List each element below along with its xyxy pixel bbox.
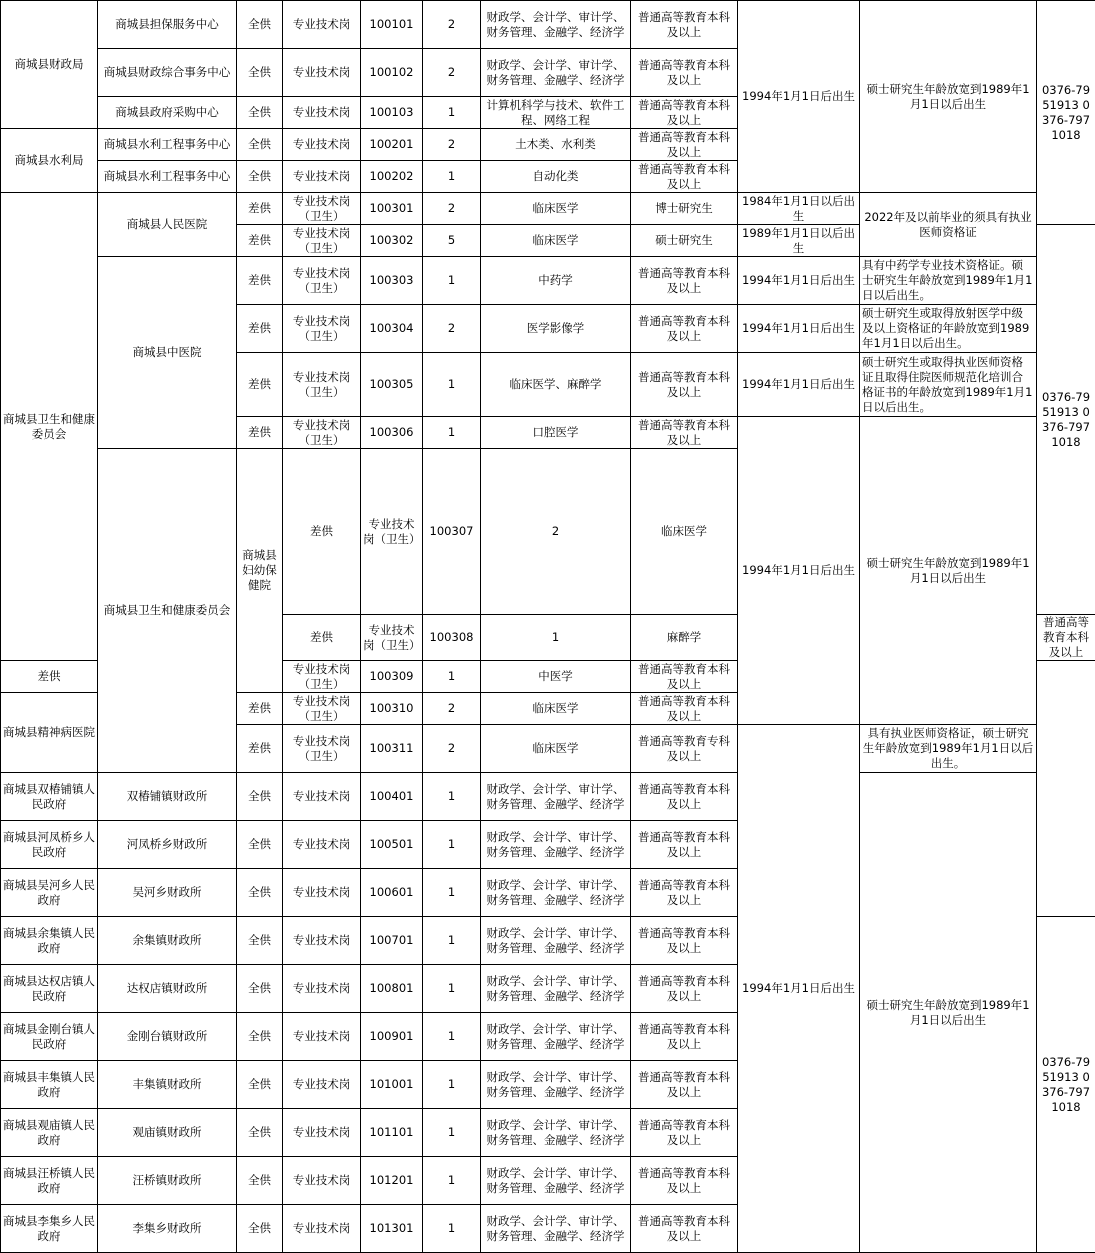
count-cell: 2 bbox=[423, 193, 481, 225]
post-code-cell: 100102 bbox=[361, 49, 423, 97]
funding-cell: 差供 bbox=[283, 615, 361, 661]
age-cell: 1994年1月1日后出生 bbox=[738, 353, 860, 417]
major-cell: 财政学、会计学、审计学、财务管理、金融学、经济学 bbox=[481, 1109, 631, 1157]
unit-cell: 商城县吴河乡人民政府 bbox=[1, 869, 98, 917]
unit-cell: 商城县卫生和健康委员会 bbox=[98, 449, 237, 773]
dept-cell: 商城县水利工程事务中心 bbox=[98, 161, 237, 193]
post-code-cell: 100701 bbox=[361, 917, 423, 965]
dept-cell: 达权店镇财政所 bbox=[98, 965, 237, 1013]
dept-cell: 余集镇财政所 bbox=[98, 917, 237, 965]
post-type-cell: 专业技术岗 bbox=[283, 965, 361, 1013]
major-cell: 财政学、会计学、审计学、财务管理、金融学、经济学 bbox=[481, 965, 631, 1013]
funding-cell: 差供 bbox=[237, 693, 283, 725]
education-cell: 普通高等教育本科及以上 bbox=[631, 965, 738, 1013]
count-cell: 1 bbox=[423, 1205, 481, 1253]
education-cell: 普通高等教育本科及以上 bbox=[631, 1109, 738, 1157]
post-type-cell: 专业技术岗 bbox=[283, 1013, 361, 1061]
dept-cell: 李集乡财政所 bbox=[98, 1205, 237, 1253]
major-cell: 中药学 bbox=[481, 257, 631, 305]
education-cell: 普通高等教育本科及以上 bbox=[631, 1061, 738, 1109]
post-code-cell: 100901 bbox=[361, 1013, 423, 1061]
age-cell: 1989年1月1日以后出生 bbox=[738, 225, 860, 257]
count-cell: 2 bbox=[423, 305, 481, 353]
funding-cell: 全供 bbox=[237, 1109, 283, 1157]
count-cell: 1 bbox=[423, 821, 481, 869]
major-cell: 财政学、会计学、审计学、财务管理、金融学、经济学 bbox=[481, 1013, 631, 1061]
education-cell: 普通高等教育本科及以上 bbox=[631, 161, 738, 193]
count-cell: 2 bbox=[423, 129, 481, 161]
count-cell: 2 bbox=[423, 1, 481, 49]
education-cell: 普通高等教育本科及以上 bbox=[631, 257, 738, 305]
unit-cell: 商城县财政局 bbox=[1, 1, 98, 129]
dept-cell: 商城县政府采购中心 bbox=[98, 97, 237, 129]
major-cell: 临床医学 bbox=[481, 193, 631, 225]
education-cell: 博士研究生 bbox=[631, 193, 738, 225]
education-cell: 普通高等教育本科及以上 bbox=[631, 1205, 738, 1253]
note-cell: 2022年及以前毕业的须具有执业医师资格证 bbox=[860, 193, 1037, 257]
post-type-cell: 专业技术岗（卫生） bbox=[283, 257, 361, 305]
post-type-cell: 专业技术岗（卫生） bbox=[283, 225, 361, 257]
phone-cell: 0376-7951913 0376-7971018 bbox=[1037, 917, 1095, 1253]
post-type-cell: 专业技术岗（卫生） bbox=[283, 305, 361, 353]
funding-cell: 差供 bbox=[237, 725, 283, 773]
count-cell: 1 bbox=[423, 1013, 481, 1061]
post-type-cell: 专业技术岗 bbox=[283, 773, 361, 821]
major-cell: 财政学、会计学、审计学、财务管理、金融学、经济学 bbox=[481, 1157, 631, 1205]
post-type-cell: 专业技术岗 bbox=[283, 917, 361, 965]
education-cell: 普通高等教育本科及以上 bbox=[631, 97, 738, 129]
post-type-cell: 专业技术岗（卫生） bbox=[361, 449, 423, 615]
major-cell: 临床医学 bbox=[481, 725, 631, 773]
post-code-cell: 100303 bbox=[361, 257, 423, 305]
count-cell: 1 bbox=[423, 417, 481, 449]
post-code-cell: 100310 bbox=[361, 693, 423, 725]
post-code-cell: 100601 bbox=[361, 869, 423, 917]
post-type-cell: 专业技术岗 bbox=[283, 869, 361, 917]
post-code-cell: 100306 bbox=[361, 417, 423, 449]
major-cell: 临床医学 bbox=[481, 225, 631, 257]
table-row bbox=[1, 1, 1095, 49]
major-cell: 财政学、会计学、审计学、财务管理、金融学、经济学 bbox=[481, 1, 631, 49]
funding-cell: 差供 bbox=[1, 661, 98, 693]
age-cell: 1994年1月1日后出生 bbox=[738, 257, 860, 305]
note-cell: 硕士研究生或取得放射医学中级及以上资格证的年龄放宽到1989年1月1日以后出生。 bbox=[860, 305, 1037, 353]
note-cell: 硕士研究生年龄放宽到1989年1月1日以后出生 bbox=[860, 1, 1037, 193]
post-code-cell: 100401 bbox=[361, 773, 423, 821]
post-type-cell: 专业技术岗 bbox=[283, 1061, 361, 1109]
count-cell: 1 bbox=[423, 917, 481, 965]
unit-cell: 商城县丰集镇人民政府 bbox=[1, 1061, 98, 1109]
age-cell: 1994年1月1日后出生 bbox=[738, 417, 860, 725]
count-cell: 1 bbox=[423, 1109, 481, 1157]
count-cell: 1 bbox=[423, 869, 481, 917]
note-cell: 具有执业医师资格证，硕士研究生年龄放宽到1989年1月1日以后出生。 bbox=[860, 725, 1037, 773]
phone-cell: 0376-7951913 0376-7971018 bbox=[1037, 1, 1095, 225]
major-cell: 土木类、水利类 bbox=[481, 129, 631, 161]
unit-cell: 商城县汪桥镇人民政府 bbox=[1, 1157, 98, 1205]
major-cell: 财政学、会计学、审计学、财务管理、金融学、经济学 bbox=[481, 49, 631, 97]
funding-cell: 全供 bbox=[237, 129, 283, 161]
post-type-cell: 专业技术岗 bbox=[283, 129, 361, 161]
count-cell: 2 bbox=[423, 693, 481, 725]
post-type-cell: 专业技术岗（卫生） bbox=[283, 661, 361, 693]
major-cell: 自动化类 bbox=[481, 161, 631, 193]
dept-cell: 商城县财政综合事务中心 bbox=[98, 49, 237, 97]
major-cell: 财政学、会计学、审计学、财务管理、金融学、经济学 bbox=[481, 773, 631, 821]
education-cell: 普通高等教育本科及以上 bbox=[631, 661, 738, 693]
funding-cell: 差供 bbox=[237, 257, 283, 305]
table-row bbox=[1, 257, 1095, 305]
post-type-cell: 专业技术岗 bbox=[283, 1205, 361, 1253]
education-cell: 普通高等教育本科及以上 bbox=[631, 693, 738, 725]
major-cell: 临床医学 bbox=[631, 449, 738, 615]
major-cell: 中医学 bbox=[481, 661, 631, 693]
count-cell: 1 bbox=[423, 661, 481, 693]
post-code-cell: 100307 bbox=[423, 449, 481, 615]
funding-cell: 全供 bbox=[237, 1157, 283, 1205]
unit-cell: 商城县金刚台镇人民政府 bbox=[1, 1013, 98, 1061]
count-cell: 1 bbox=[423, 773, 481, 821]
dept-cell: 金刚台镇财政所 bbox=[98, 1013, 237, 1061]
funding-cell: 全供 bbox=[237, 97, 283, 129]
education-cell: 普通高等教育本科及以上 bbox=[1037, 615, 1095, 661]
funding-cell: 差供 bbox=[283, 449, 361, 615]
unit-cell: 商城县达权店镇人民政府 bbox=[1, 965, 98, 1013]
post-type-cell: 专业技术岗 bbox=[283, 97, 361, 129]
education-cell: 普通高等教育本科及以上 bbox=[631, 1, 738, 49]
post-type-cell: 专业技术岗 bbox=[283, 49, 361, 97]
post-code-cell: 100501 bbox=[361, 821, 423, 869]
note-cell: 具有中药学专业技术资格证。硕士研究生年龄放宽到1989年1月1日以后出生。 bbox=[860, 257, 1037, 305]
education-cell: 普通高等教育本科及以上 bbox=[631, 305, 738, 353]
funding-cell: 全供 bbox=[237, 917, 283, 965]
count-cell: 1 bbox=[423, 97, 481, 129]
funding-cell: 全供 bbox=[237, 965, 283, 1013]
education-cell: 硕士研究生 bbox=[631, 225, 738, 257]
dept-cell: 商城县人民医院 bbox=[98, 193, 237, 257]
post-type-cell: 专业技术岗 bbox=[283, 161, 361, 193]
unit-cell: 商城县余集镇人民政府 bbox=[1, 917, 98, 965]
post-code-cell: 100101 bbox=[361, 1, 423, 49]
unit-cell: 商城县观庙镇人民政府 bbox=[1, 1109, 98, 1157]
table-row bbox=[1, 193, 1095, 225]
funding-cell: 全供 bbox=[237, 1, 283, 49]
count-cell: 1 bbox=[423, 1157, 481, 1205]
funding-cell: 全供 bbox=[237, 869, 283, 917]
post-code-cell: 100202 bbox=[361, 161, 423, 193]
funding-cell: 差供 bbox=[237, 225, 283, 257]
dept-cell: 商城县精神病医院 bbox=[1, 693, 98, 773]
post-code-cell: 100302 bbox=[361, 225, 423, 257]
funding-cell: 差供 bbox=[237, 417, 283, 449]
post-code-cell: 101301 bbox=[361, 1205, 423, 1253]
major-cell: 财政学、会计学、审计学、财务管理、金融学、经济学 bbox=[481, 869, 631, 917]
post-code-cell: 101201 bbox=[361, 1157, 423, 1205]
post-type-cell: 专业技术岗（卫生） bbox=[361, 615, 423, 661]
post-code-cell: 100801 bbox=[361, 965, 423, 1013]
count-cell: 1 bbox=[423, 965, 481, 1013]
post-type-cell: 专业技术岗 bbox=[283, 1, 361, 49]
age-cell: 1994年1月1日后出生 bbox=[738, 725, 860, 1253]
post-type-cell: 专业技术岗 bbox=[283, 1157, 361, 1205]
education-cell: 普通高等教育本科及以上 bbox=[631, 49, 738, 97]
post-type-cell: 专业技术岗 bbox=[283, 1109, 361, 1157]
education-cell: 普通高等教育本科及以上 bbox=[631, 1013, 738, 1061]
post-code-cell: 100305 bbox=[361, 353, 423, 417]
funding-cell: 全供 bbox=[237, 821, 283, 869]
unit-cell: 商城县卫生和健康委员会 bbox=[1, 193, 98, 661]
post-type-cell: 专业技术岗（卫生） bbox=[283, 353, 361, 417]
major-cell: 麻醉学 bbox=[631, 615, 738, 661]
post-code-cell: 100308 bbox=[423, 615, 481, 661]
unit-cell: 商城县双椿铺镇人民政府 bbox=[1, 773, 98, 821]
major-cell: 临床医学、麻醉学 bbox=[481, 353, 631, 417]
unit-cell: 商城县李集乡人民政府 bbox=[1, 1205, 98, 1253]
count-cell: 1 bbox=[423, 353, 481, 417]
post-type-cell: 专业技术岗（卫生） bbox=[283, 193, 361, 225]
major-cell: 财政学、会计学、审计学、财务管理、金融学、经济学 bbox=[481, 1061, 631, 1109]
count-cell: 2 bbox=[423, 725, 481, 773]
funding-cell: 全供 bbox=[237, 1061, 283, 1109]
dept-cell: 双椿铺镇财政所 bbox=[98, 773, 237, 821]
major-cell: 财政学、会计学、审计学、财务管理、金融学、经济学 bbox=[481, 1205, 631, 1253]
funding-cell: 全供 bbox=[237, 161, 283, 193]
dept-cell: 商城县中医院 bbox=[98, 257, 237, 449]
major-cell: 财政学、会计学、审计学、财务管理、金融学、经济学 bbox=[481, 917, 631, 965]
unit-cell: 商城县水利局 bbox=[1, 129, 98, 193]
education-cell: 普通高等教育本科及以上 bbox=[631, 869, 738, 917]
note-cell: 硕士研究生年龄放宽到1989年1月1日以后出生 bbox=[860, 773, 1037, 1253]
post-code-cell: 100311 bbox=[361, 725, 423, 773]
major-cell: 计算机科学与技术、软件工程、网络工程 bbox=[481, 97, 631, 129]
dept-cell: 商城县妇幼保健院 bbox=[237, 449, 283, 693]
education-cell: 普通高等教育专科及以上 bbox=[631, 725, 738, 773]
education-cell: 普通高等教育本科及以上 bbox=[631, 821, 738, 869]
education-cell: 普通高等教育本科及以上 bbox=[631, 129, 738, 161]
post-type-cell: 专业技术岗 bbox=[283, 821, 361, 869]
post-code-cell: 100103 bbox=[361, 97, 423, 129]
dept-cell: 商城县水利工程事务中心 bbox=[98, 129, 237, 161]
education-cell: 普通高等教育本科及以上 bbox=[631, 417, 738, 449]
note-cell: 硕士研究生年龄放宽到1989年1月1日以后出生 bbox=[860, 417, 1037, 725]
count-cell: 1 bbox=[481, 615, 631, 661]
age-cell: 1984年1月1日以后出生 bbox=[738, 193, 860, 225]
count-cell: 2 bbox=[423, 49, 481, 97]
funding-cell: 全供 bbox=[237, 773, 283, 821]
education-cell: 普通高等教育本科及以上 bbox=[631, 353, 738, 417]
dept-cell: 商城县担保服务中心 bbox=[98, 1, 237, 49]
education-cell: 普通高等教育本科及以上 bbox=[631, 773, 738, 821]
post-code-cell: 101001 bbox=[361, 1061, 423, 1109]
count-cell: 1 bbox=[423, 257, 481, 305]
count-cell: 5 bbox=[423, 225, 481, 257]
funding-cell: 全供 bbox=[237, 1205, 283, 1253]
note-cell: 硕士研究生或取得执业医师资格证且取得住院医师规范化培训合格证书的年龄放宽到1989年1月1日以后出生。 bbox=[860, 353, 1037, 417]
age-cell: 1994年1月1日后出生 bbox=[738, 305, 860, 353]
major-cell: 医学影像学 bbox=[481, 305, 631, 353]
dept-cell: 汪桥镇财政所 bbox=[98, 1157, 237, 1205]
count-cell: 1 bbox=[423, 161, 481, 193]
funding-cell: 差供 bbox=[237, 305, 283, 353]
post-code-cell: 100309 bbox=[361, 661, 423, 693]
education-cell: 普通高等教育本科及以上 bbox=[631, 1157, 738, 1205]
dept-cell: 吴河乡财政所 bbox=[98, 869, 237, 917]
funding-cell: 全供 bbox=[237, 1013, 283, 1061]
major-cell: 口腔医学 bbox=[481, 417, 631, 449]
age-cell: 1994年1月1日后出生 bbox=[738, 1, 860, 193]
post-type-cell: 专业技术岗（卫生） bbox=[283, 693, 361, 725]
dept-cell: 丰集镇财政所 bbox=[98, 1061, 237, 1109]
dept-cell: 观庙镇财政所 bbox=[98, 1109, 237, 1157]
funding-cell: 差供 bbox=[237, 353, 283, 417]
unit-cell: 商城县河凤桥乡人民政府 bbox=[1, 821, 98, 869]
post-code-cell: 100301 bbox=[361, 193, 423, 225]
education-cell: 普通高等教育本科及以上 bbox=[631, 917, 738, 965]
dept-cell: 河凤桥乡财政所 bbox=[98, 821, 237, 869]
table-row bbox=[1, 773, 1095, 821]
funding-cell: 全供 bbox=[237, 49, 283, 97]
count-cell: 1 bbox=[423, 1061, 481, 1109]
post-type-cell: 专业技术岗（卫生） bbox=[283, 417, 361, 449]
phone-cell: 0376-7951913 0376-7971018 bbox=[1037, 225, 1095, 615]
count-cell: 2 bbox=[481, 449, 631, 615]
post-code-cell: 101101 bbox=[361, 1109, 423, 1157]
major-cell: 财政学、会计学、审计学、财务管理、金融学、经济学 bbox=[481, 821, 631, 869]
post-type-cell: 专业技术岗（卫生） bbox=[283, 725, 361, 773]
post-code-cell: 100201 bbox=[361, 129, 423, 161]
major-cell: 临床医学 bbox=[481, 693, 631, 725]
funding-cell: 差供 bbox=[237, 193, 283, 225]
post-code-cell: 100304 bbox=[361, 305, 423, 353]
